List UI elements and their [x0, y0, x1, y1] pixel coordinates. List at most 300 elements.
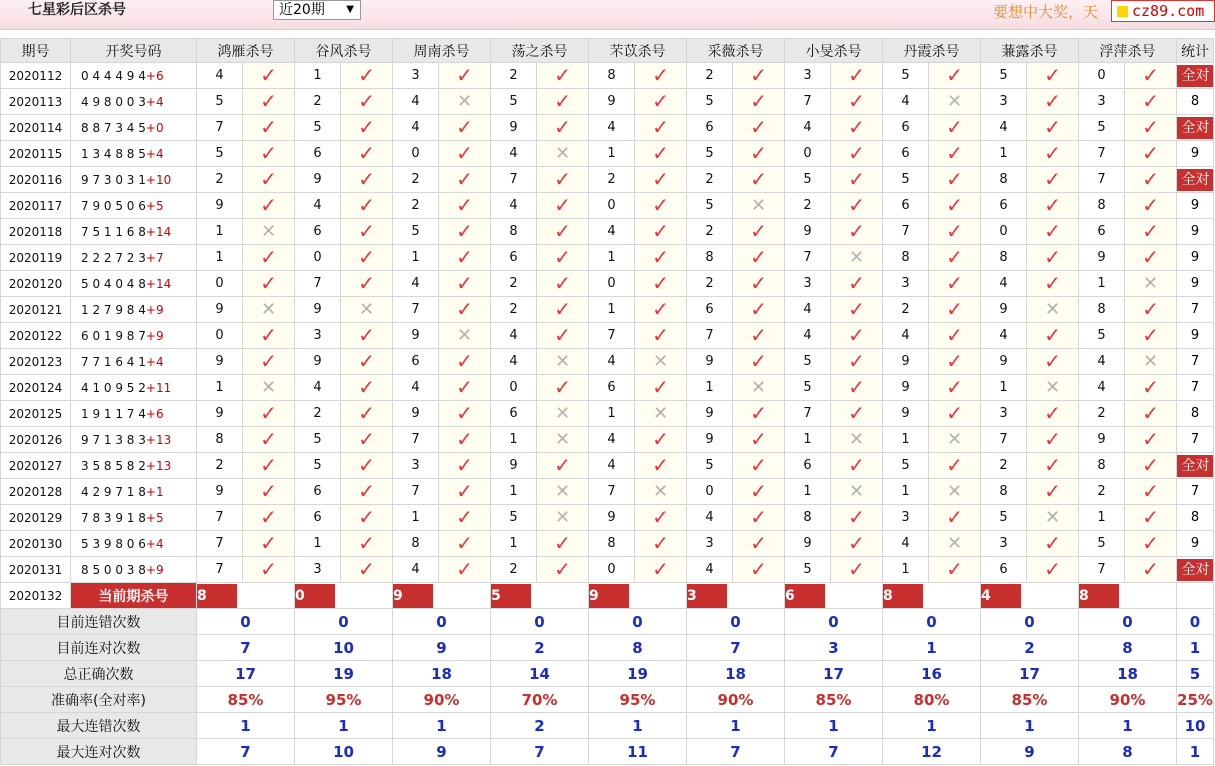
summary-value: 0 — [785, 609, 883, 635]
summary-value: 9 — [393, 635, 491, 661]
kill-value-cell: 2 — [687, 271, 733, 297]
check-icon: ✓ — [750, 349, 767, 373]
mark-cell — [635, 297, 687, 323]
mark-cell — [733, 245, 785, 271]
mark-cell — [243, 63, 295, 89]
check-icon: ✓ — [1142, 219, 1159, 243]
mark-cell — [341, 427, 393, 453]
draw-cell — [71, 115, 197, 141]
kill-value-cell: 6 — [295, 219, 341, 245]
kill-value-cell: 6 — [393, 349, 439, 375]
check-icon: ✓ — [848, 193, 865, 217]
kill-value-cell: 0 — [393, 141, 439, 167]
mark-cell — [439, 557, 491, 583]
summary-row — [1, 635, 1214, 661]
kill-value-cell: 7 — [1079, 557, 1125, 583]
mark-cell — [733, 375, 785, 401]
check-icon: ✓ — [652, 115, 669, 139]
draw-plus: +5 — [145, 510, 164, 525]
check-icon: ✓ — [848, 219, 865, 243]
kill-value-cell: 4 — [981, 323, 1027, 349]
summary-value: 90% — [1079, 687, 1177, 713]
col-header-expert[interactable]: 荡之杀号 — [491, 39, 589, 63]
summary-value: 3 — [785, 635, 883, 661]
mark-cell — [439, 193, 491, 219]
check-icon: ✓ — [260, 349, 277, 373]
check-icon: ✓ — [456, 167, 473, 191]
kill-value-cell: 1 — [687, 375, 733, 401]
kill-value-cell: 9 — [785, 531, 831, 557]
mark-cell — [439, 453, 491, 479]
stat-cell: 9 — [1177, 323, 1214, 349]
mark-cell — [341, 505, 393, 531]
draw-plus: +6 — [145, 68, 164, 83]
kill-value-cell: 0 — [981, 219, 1027, 245]
mark-cell — [1125, 193, 1177, 219]
summary-value: 11 — [589, 739, 687, 765]
stat-cell: 9 — [1177, 219, 1214, 245]
summary-value: 14 — [491, 661, 589, 687]
kill-value-cell: 4 — [589, 115, 635, 141]
draw-cell — [71, 557, 197, 583]
summary-value: 90% — [687, 687, 785, 713]
check-icon: ✓ — [750, 219, 767, 243]
draw-cell — [71, 297, 197, 323]
check-icon: ✓ — [1142, 479, 1159, 503]
mark-cell — [733, 89, 785, 115]
check-icon: ✓ — [946, 271, 963, 295]
col-header-expert[interactable]: 周南杀号 — [393, 39, 491, 63]
mark-cell — [537, 479, 589, 505]
issue-cell: 2020112 — [1, 63, 71, 89]
check-icon: ✓ — [946, 115, 963, 139]
check-icon: ✓ — [848, 115, 865, 139]
check-icon: ✓ — [358, 531, 375, 555]
current-kill-cell — [1079, 583, 1177, 609]
mark-cell — [635, 557, 687, 583]
kill-value-cell: 4 — [785, 115, 831, 141]
check-icon: ✓ — [358, 557, 375, 581]
draw-cell — [71, 167, 197, 193]
kill-value-cell: 3 — [687, 531, 733, 557]
kill-value-cell: 8 — [393, 531, 439, 557]
check-icon: ✓ — [1142, 89, 1159, 113]
cross-icon: ✕ — [946, 480, 963, 502]
current-kill-cell — [589, 583, 687, 609]
mark-cell — [341, 349, 393, 375]
check-icon: ✓ — [358, 453, 375, 477]
issue-cell: 2020127 — [1, 453, 71, 479]
check-icon: ✓ — [1044, 531, 1061, 555]
check-icon: ✓ — [358, 323, 375, 347]
mark-cell — [243, 349, 295, 375]
summary-value: 2 — [491, 713, 589, 739]
cross-icon: ✕ — [848, 428, 865, 450]
col-header-expert[interactable]: 小旻杀号 — [785, 39, 883, 63]
summary-value: 0 — [981, 609, 1079, 635]
kill-value-cell: 1 — [491, 479, 537, 505]
kill-value-cell: 3 — [785, 63, 831, 89]
mark-cell — [439, 505, 491, 531]
mark-cell — [243, 219, 295, 245]
kill-value-cell: 9 — [981, 349, 1027, 375]
table-row — [1, 245, 1214, 271]
check-icon: ✓ — [652, 167, 669, 191]
mark-cell — [537, 531, 589, 557]
kill-value-cell: 4 — [589, 453, 635, 479]
kill-value-cell: 6 — [491, 245, 537, 271]
kill-value-cell: 9 — [295, 349, 341, 375]
cross-icon: ✕ — [1142, 350, 1159, 372]
mark-cell — [733, 167, 785, 193]
kill-value-cell: 9 — [883, 349, 929, 375]
check-icon: ✓ — [456, 479, 473, 503]
mark-cell — [733, 349, 785, 375]
period-select[interactable] — [273, 0, 361, 20]
mark-cell — [537, 375, 589, 401]
mark-cell — [929, 271, 981, 297]
stat-cell: 9 — [1177, 245, 1214, 271]
summary-value: 1 — [589, 713, 687, 739]
kill-value-cell: 7 — [785, 245, 831, 271]
mark-cell — [831, 375, 883, 401]
top-bar — [0, 0, 1215, 30]
col-header-expert[interactable]: 采薇杀号 — [687, 39, 785, 63]
issue-cell: 2020128 — [1, 479, 71, 505]
table-row — [1, 115, 1214, 141]
kill-value-cell: 4 — [785, 323, 831, 349]
stat-cell: 7 — [1177, 427, 1214, 453]
draw-numbers: 5 0 4 0 4 8 — [81, 276, 146, 291]
mark-cell — [243, 115, 295, 141]
check-icon: ✓ — [946, 505, 963, 529]
kill-value-cell: 4 — [393, 89, 439, 115]
check-icon: ✓ — [1142, 323, 1159, 347]
issue-cell: 2020120 — [1, 271, 71, 297]
check-icon: ✓ — [750, 427, 767, 451]
draw-numbers: 9 7 1 3 8 3 — [81, 432, 146, 447]
cross-icon: ✕ — [554, 402, 571, 424]
mark-cell — [831, 245, 883, 271]
mark-cell — [243, 297, 295, 323]
kill-value-cell: 9 — [393, 401, 439, 427]
check-icon: ✓ — [652, 141, 669, 165]
draw-cell — [71, 89, 197, 115]
kill-value-cell: 2 — [491, 63, 537, 89]
check-icon: ✓ — [750, 245, 767, 269]
mark-cell — [341, 219, 393, 245]
kill-value-cell: 9 — [589, 505, 635, 531]
draw-cell — [71, 375, 197, 401]
site-logo[interactable] — [1111, 0, 1215, 22]
draw-plus: +9 — [145, 302, 164, 317]
kill-value-cell: 1 — [1079, 505, 1125, 531]
draw-numbers: 3 5 8 5 8 2 — [81, 458, 146, 473]
check-icon: ✓ — [554, 89, 571, 113]
kill-value-cell: 9 — [491, 453, 537, 479]
mark-cell — [635, 271, 687, 297]
cross-icon: ✕ — [1044, 506, 1061, 528]
summary-value: 1 — [197, 713, 295, 739]
kill-value-cell: 2 — [687, 219, 733, 245]
stat-cell: 8 — [1177, 401, 1214, 427]
check-icon: ✓ — [750, 323, 767, 347]
kill-value-cell: 4 — [393, 271, 439, 297]
mark-cell — [635, 193, 687, 219]
stat-cell: 7 — [1177, 349, 1214, 375]
check-icon: ✓ — [358, 375, 375, 399]
marquee-text[interactable]: 要想中大奖，天 — [993, 3, 1099, 21]
kill-value-cell: 7 — [197, 505, 243, 531]
check-icon: ✓ — [260, 271, 277, 295]
kill-value-cell: 0 — [589, 557, 635, 583]
summary-value: 0 — [589, 609, 687, 635]
kill-value-cell: 3 — [981, 531, 1027, 557]
kill-value-cell: 6 — [981, 193, 1027, 219]
kill-value-cell: 5 — [295, 115, 341, 141]
kill-value-cell: 6 — [589, 375, 635, 401]
mark-cell — [1027, 557, 1079, 583]
check-icon: ✓ — [456, 245, 473, 269]
kill-value-cell: 4 — [1079, 349, 1125, 375]
mark-cell — [439, 89, 491, 115]
check-icon: ✓ — [750, 505, 767, 529]
draw-numbers: 2 2 2 7 2 3 — [81, 250, 146, 265]
kill-value-cell: 4 — [589, 427, 635, 453]
table-row — [1, 505, 1214, 531]
cross-icon: ✕ — [1044, 298, 1061, 320]
draw-numbers: 7 9 0 5 0 6 — [81, 198, 146, 213]
kill-value-cell: 7 — [589, 323, 635, 349]
current-kill-cell — [197, 583, 295, 609]
mark-cell — [1125, 453, 1177, 479]
kill-value-cell: 5 — [785, 349, 831, 375]
col-header-expert[interactable]: 浮萍杀号 — [1079, 39, 1177, 63]
summary-value: 7 — [491, 739, 589, 765]
check-icon: ✓ — [750, 271, 767, 295]
mark-cell — [635, 505, 687, 531]
kill-value-cell: 4 — [981, 115, 1027, 141]
col-header-expert[interactable]: 丹霞杀号 — [883, 39, 981, 63]
draw-plus: +4 — [145, 536, 164, 551]
kill-value-cell: 1 — [393, 245, 439, 271]
kill-value-cell: 4 — [295, 375, 341, 401]
draw-plus: +0 — [145, 120, 164, 135]
draw-cell — [71, 245, 197, 271]
kill-value-cell: 3 — [883, 505, 929, 531]
draw-numbers: 1 2 7 9 8 4 — [81, 302, 146, 317]
mark-cell — [341, 375, 393, 401]
mark-cell — [537, 557, 589, 583]
mark-cell — [831, 297, 883, 323]
check-icon: ✓ — [1142, 531, 1159, 555]
check-icon: ✓ — [1044, 323, 1061, 347]
check-icon: ✓ — [358, 63, 375, 87]
check-icon: ✓ — [750, 167, 767, 191]
draw-cell — [71, 63, 197, 89]
mark-cell — [733, 427, 785, 453]
stat-cell: 9 — [1177, 193, 1214, 219]
check-icon: ✓ — [554, 219, 571, 243]
kill-value-cell: 0 — [589, 193, 635, 219]
mark-cell — [1125, 401, 1177, 427]
summary-value: 19 — [295, 661, 393, 687]
check-icon: ✓ — [652, 271, 669, 295]
kill-value-cell: 1 — [589, 245, 635, 271]
check-icon: ✓ — [456, 453, 473, 477]
cross-icon: ✕ — [1044, 376, 1061, 398]
mark-cell — [831, 531, 883, 557]
draw-numbers: 6 0 1 9 8 7 — [81, 328, 146, 343]
check-icon: ✓ — [848, 271, 865, 295]
check-icon: ✓ — [1044, 401, 1061, 425]
table-row — [1, 323, 1214, 349]
cross-icon: ✕ — [554, 428, 571, 450]
draw-plus: +5 — [145, 198, 164, 213]
mark-cell — [1027, 531, 1079, 557]
check-icon: ✓ — [652, 297, 669, 321]
mark-cell — [1027, 89, 1079, 115]
mark-cell — [341, 193, 393, 219]
mark-cell — [341, 271, 393, 297]
kill-value-cell: 6 — [295, 141, 341, 167]
check-icon: ✓ — [848, 141, 865, 165]
draw-cell — [71, 453, 197, 479]
draw-numbers: 8 5 0 0 3 8 — [81, 562, 146, 577]
summary-value: 85% — [981, 687, 1079, 713]
mark-cell — [1125, 89, 1177, 115]
kill-value-cell: 3 — [393, 453, 439, 479]
table-header-row — [1, 39, 1214, 63]
summary-value: 25% — [1177, 687, 1214, 713]
mark-cell — [439, 245, 491, 271]
summary-label: 目前连错次数 — [1, 609, 197, 635]
summary-label: 总正确次数 — [1, 661, 197, 687]
summary-value: 17 — [785, 661, 883, 687]
mark-cell — [537, 401, 589, 427]
mark-cell — [1027, 141, 1079, 167]
check-icon: ✓ — [554, 531, 571, 555]
issue-cell: 2020116 — [1, 167, 71, 193]
mark-cell — [831, 427, 883, 453]
kill-value-cell: 9 — [197, 349, 243, 375]
mark-cell — [1125, 505, 1177, 531]
check-icon: ✓ — [456, 219, 473, 243]
kill-value-cell: 5 — [1079, 531, 1125, 557]
mark-cell — [439, 63, 491, 89]
cross-icon: ✕ — [652, 402, 669, 424]
kill-value-cell: 8 — [1079, 453, 1125, 479]
summary-value: 1 — [1177, 739, 1214, 765]
kill-value-cell: 5 — [295, 453, 341, 479]
stat-cell: 9 — [1177, 141, 1214, 167]
table-row — [1, 427, 1214, 453]
summary-row — [1, 713, 1214, 739]
current-kill-row — [1, 583, 1214, 609]
kill-value-cell: 9 — [393, 323, 439, 349]
check-icon: ✓ — [260, 89, 277, 113]
mark-cell — [929, 349, 981, 375]
check-icon: ✓ — [1142, 297, 1159, 321]
mark-cell — [1027, 401, 1079, 427]
check-icon: ✓ — [946, 245, 963, 269]
kill-value-cell: 5 — [687, 141, 733, 167]
check-icon: ✓ — [554, 323, 571, 347]
mark-cell — [537, 219, 589, 245]
mark-cell — [243, 193, 295, 219]
check-icon: ✓ — [358, 219, 375, 243]
kill-value-cell: 5 — [981, 63, 1027, 89]
mark-cell — [341, 167, 393, 193]
current-kill-number: 6 — [785, 584, 825, 608]
current-kill-cell — [981, 583, 1079, 609]
mark-cell — [635, 219, 687, 245]
current-kill-number: 5 — [491, 584, 531, 608]
issue-cell: 2020118 — [1, 219, 71, 245]
kill-value-cell: 8 — [1079, 297, 1125, 323]
kill-value-cell: 5 — [981, 505, 1027, 531]
check-icon: ✓ — [848, 63, 865, 87]
kill-value-cell: 2 — [197, 167, 243, 193]
check-icon: ✓ — [1142, 245, 1159, 269]
mark-cell — [929, 193, 981, 219]
check-icon: ✓ — [946, 349, 963, 373]
col-header-expert[interactable]: 芣苡杀号 — [589, 39, 687, 63]
kill-value-cell: 1 — [883, 479, 929, 505]
kill-value-cell: 4 — [1079, 375, 1125, 401]
mark-cell — [537, 245, 589, 271]
stat-cell: 8 — [1177, 89, 1214, 115]
summary-value: 0 — [1177, 609, 1214, 635]
mark-cell — [1125, 219, 1177, 245]
kill-value-cell: 2 — [491, 297, 537, 323]
check-icon: ✓ — [554, 557, 571, 581]
summary-value: 1 — [393, 713, 491, 739]
check-icon: ✓ — [750, 557, 767, 581]
mark-cell — [243, 531, 295, 557]
cross-icon: ✕ — [946, 428, 963, 450]
col-header-expert[interactable]: 谷风杀号 — [295, 39, 393, 63]
kill-value-cell: 8 — [197, 427, 243, 453]
current-kill-label: 当前期杀号 — [71, 583, 197, 609]
mark-cell — [341, 557, 393, 583]
mark-cell — [635, 141, 687, 167]
mark-cell — [1125, 375, 1177, 401]
kill-value-cell: 5 — [1079, 115, 1125, 141]
col-header-expert[interactable]: 鸿雁杀号 — [197, 39, 295, 63]
kill-value-cell: 5 — [785, 557, 831, 583]
draw-numbers: 7 5 1 1 6 8 — [81, 224, 146, 239]
check-icon: ✓ — [652, 531, 669, 555]
check-icon: ✓ — [848, 297, 865, 321]
mark-cell — [1125, 297, 1177, 323]
check-icon: ✓ — [848, 167, 865, 191]
kill-value-cell: 3 — [295, 323, 341, 349]
mark-cell — [243, 427, 295, 453]
check-icon: ✓ — [1142, 505, 1159, 529]
draw-numbers: 4 1 0 9 5 2 — [81, 380, 146, 395]
mark-cell — [831, 505, 883, 531]
check-icon: ✓ — [848, 453, 865, 477]
kill-value-cell: 9 — [1079, 245, 1125, 271]
mark-cell — [1125, 323, 1177, 349]
cross-icon: ✕ — [456, 90, 473, 112]
check-icon: ✓ — [358, 427, 375, 451]
check-icon: ✓ — [750, 297, 767, 321]
check-icon: ✓ — [260, 167, 277, 191]
check-icon: ✓ — [652, 219, 669, 243]
col-header-expert[interactable]: 蒹露杀号 — [981, 39, 1079, 63]
